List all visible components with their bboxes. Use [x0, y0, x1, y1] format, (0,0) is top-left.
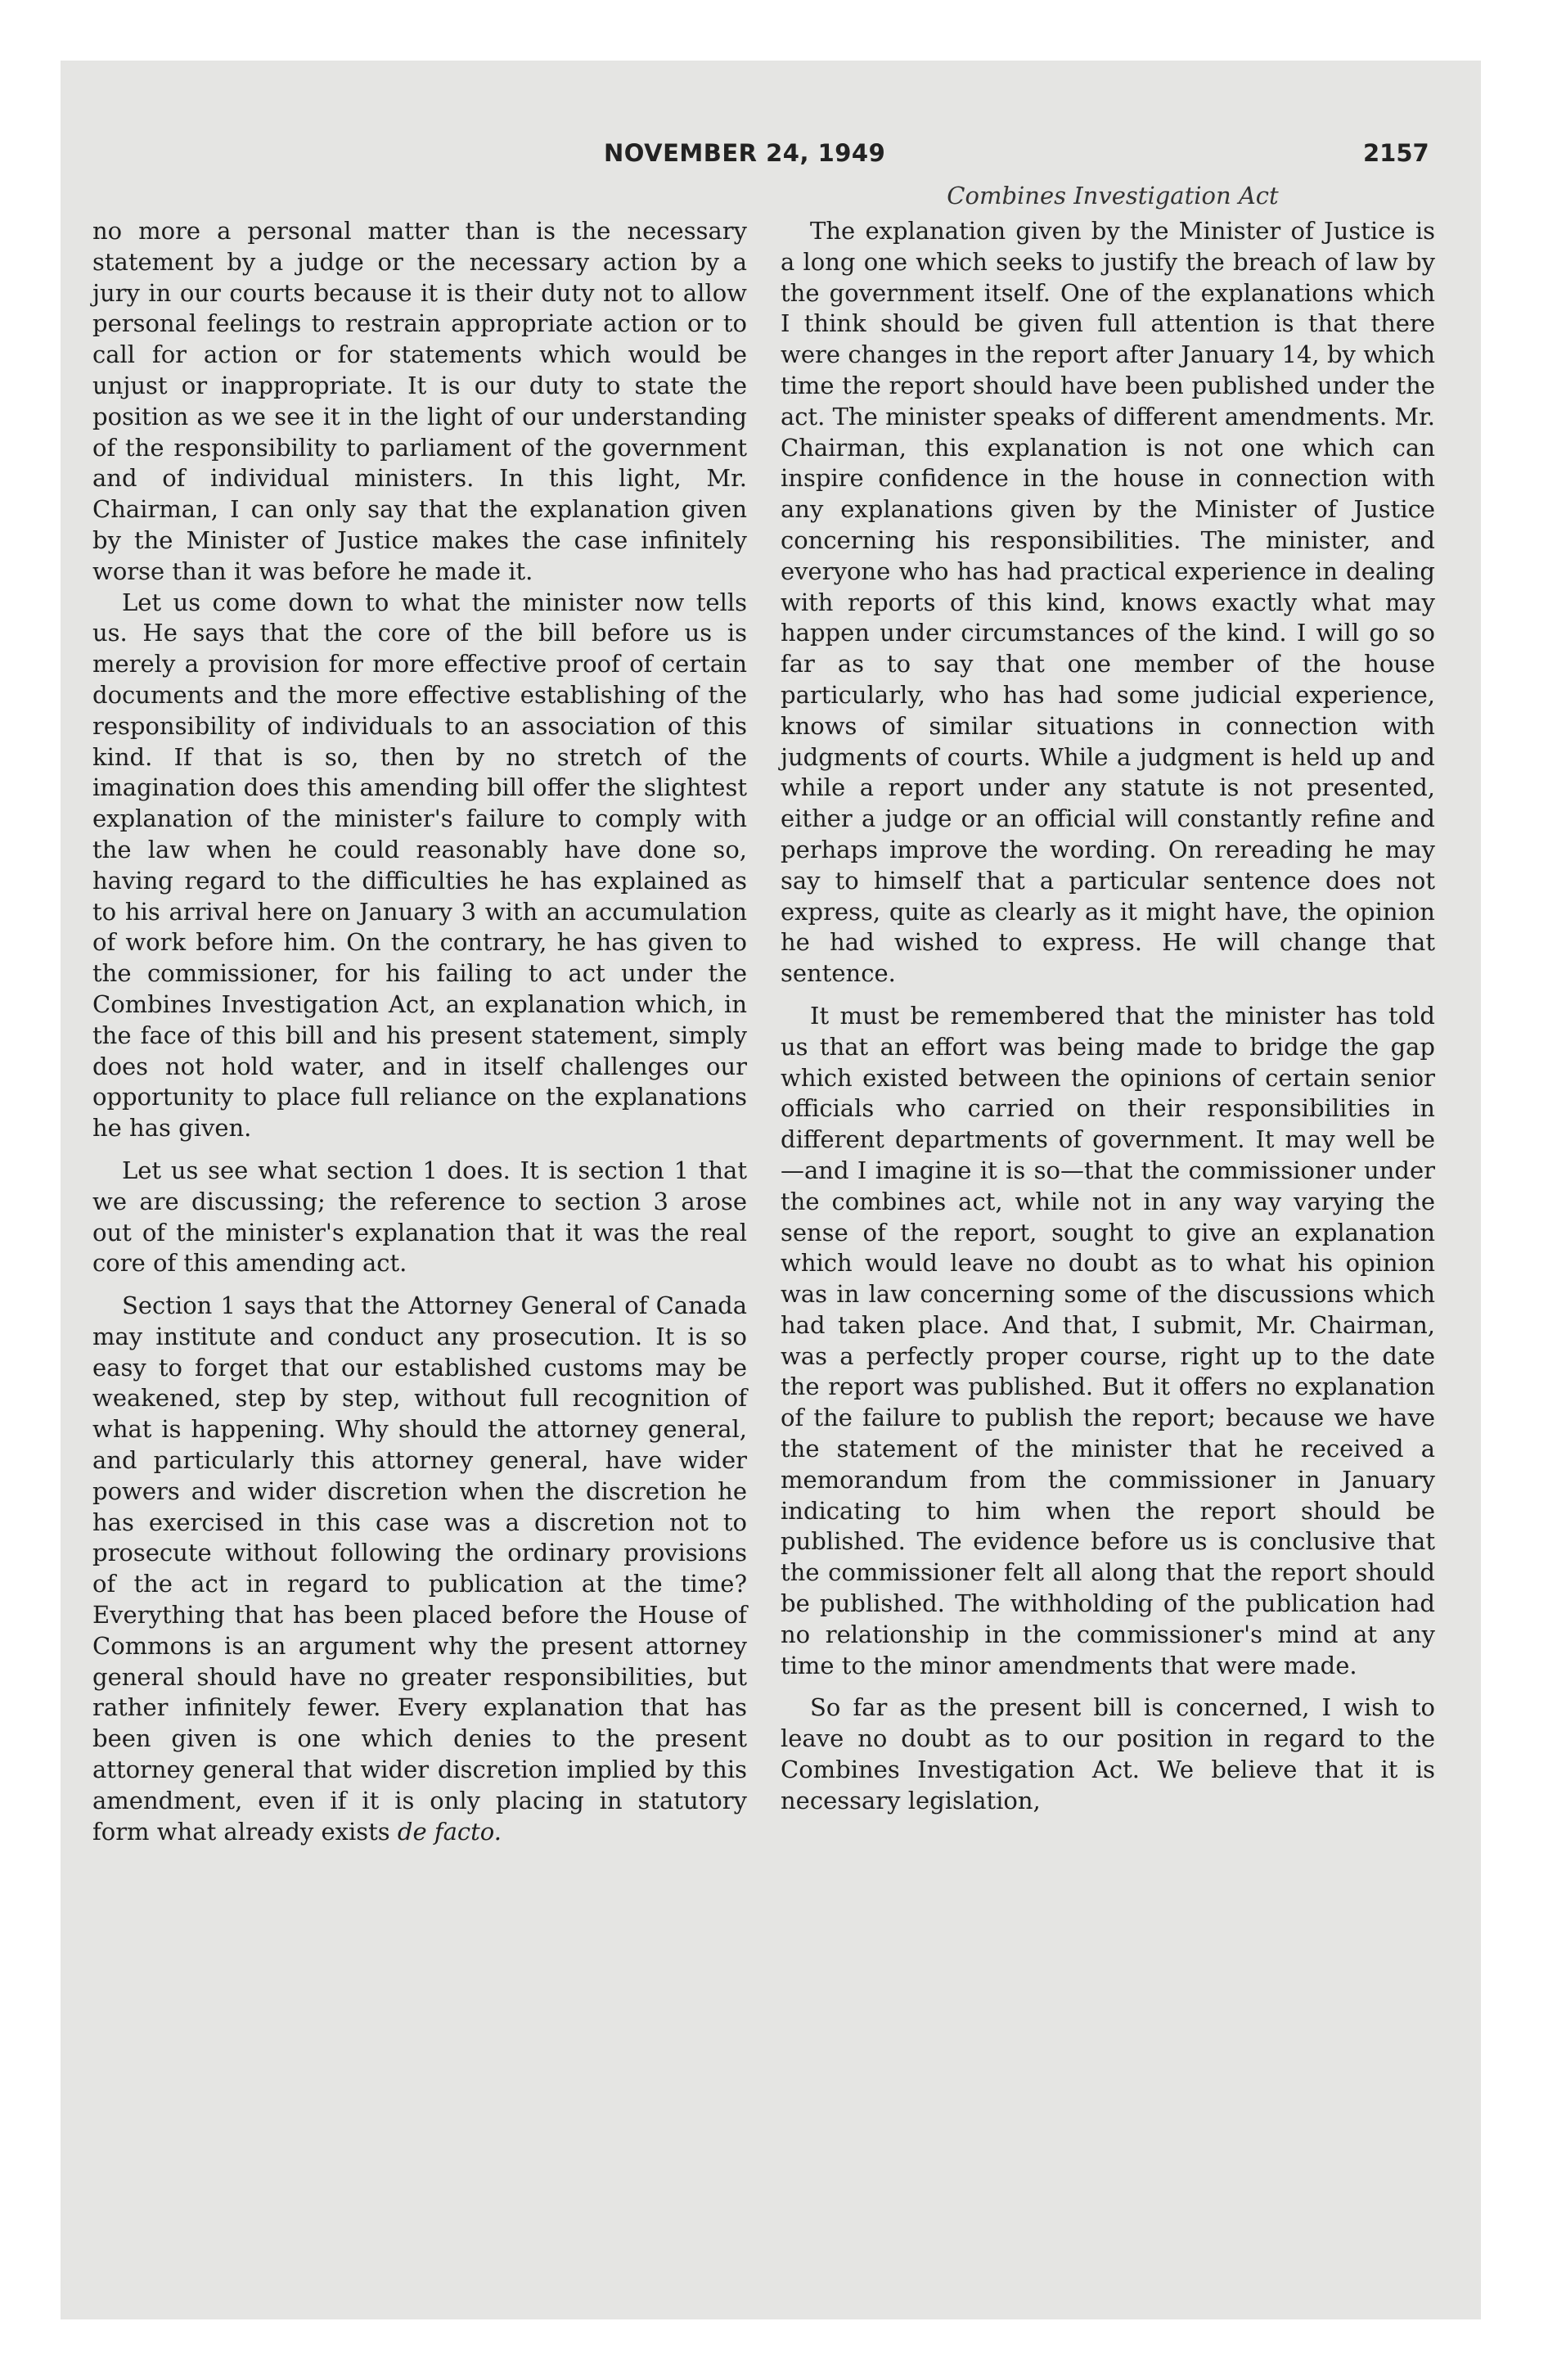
left-paragraph-1: no more a personal matter than is the necessary statement by a judge or the necessary action by a jury in our courts because it is their duty not to allow personal feelings to restrain appropriate action or to call for action or for statements which would be unjust or inappropriate. It is our duty to state the position as we see it in the light of our understanding of the responsibility to parliament of the government and of individual ministers. In this light, Mr. Chairman, I can only say that the explanation given by the Minister of Justice makes the case infinitely worse than it was before he made it.: [92, 217, 747, 585]
de-facto-italic: de facto.: [397, 1817, 502, 1846]
section-title: Combines Investigation Act: [947, 182, 1279, 210]
right-paragraph-3: So far as the present bill is concerned, I wish to leave no doubt as to our position in regard to the Combines Investigation Act. We believe that it is necessary legislation,: [781, 1693, 1435, 1814]
right-column: [781, 216, 1435, 1817]
left-paragraph-4-text: Section 1 says that the Attorney General of Canada may institute and conduct any prosecution. It is so easy to forget that our established customs may be weakened, step by step, without full recognition of what is happening. Why should the attorney general, and particularly this attorney general, have wider powers and wider discretion when the discretion he has exercised in this case was a discretion not to prosecute without following the ordinary provisions of the act in regard to publication at the time? Everything that has been placed before the House of Commons is an argument why the present attorney general should have no greater responsibilities, but rather infinitely fewer. Every explanation that has been given is one which denies to the present attorney general that wider discretion implied by this amendment, even if it is only placing in statutory form what already exists: [92, 1291, 747, 1846]
scanned-page: [61, 61, 1481, 2319]
page-header: [61, 139, 1481, 180]
left-paragraph-3: Let us see what section 1 does. It is section 1 that we are discussing; the reference to section 3 arose out of the minister's explanation that it was the real core of this amending act.: [92, 1156, 747, 1278]
left-paragraph-4: [92, 1291, 747, 1847]
left-paragraph-2: Let us come down to what the minister now tells us. He says that the core of the bill before us is merely a provision for more effective proof of certain documents and the more effective establishing of the responsibility of individuals to an association of this kind. If that is so, then by no stretch of the imagination does this amending bill offer the slightest explanation of the minister's failure to comply with the law when he could reasonably have done so, having regard to the difficulties he has explained as to his arrival here on January 3 with an accumulation of work before him. On the contrary, he has given to the commissioner, for his failing to act under the Combines Investigation Act, an explanation which, in the face of this bill and his present statement, simply does not hold water, and in itself challenges our opportunity to place full reliance on the explanations he has given.: [92, 588, 747, 1143]
right-paragraph-1: The explanation given by the Minister of Justice is a long one which seeks to justify the breach of law by the government itself. One of the explanations which I think should be given full attention is that there were changes in the report after January 14, by which time the report should have been published under the act. The minister speaks of different amendments. Mr. Chairman, this explanation is not one which can inspire confidence in the house in connection with any explanations given by the Minister of Justice concerning his responsibilities. The minister, and everyone who has had practical experience in dealing with reports of this kind, knows exactly what may happen under circumstances of the kind. I will go so far as to say that one member of the house particularly, who has had some judicial experience, knows of similar situations in connection with judgments of courts. While a judgment is held up and while a report under any statute is not presented, either a judge or an official will constantly refine and perhaps improve the wording. On rereading he may say to himself that a particular sentence does not express, quite as clearly as it might have, the opinion he had wished to express. He will change that sentence.: [781, 217, 1435, 988]
page-number: 2157: [1363, 139, 1429, 167]
right-paragraph-2: It must be remembered that the minister has told us that an effort was being made to bridge the gap which existed between the opinions of certain senior officials who carried on their responsibilities in different departments of government. It may well be —and I imagine it is so—that the commissioner under the combines act, while not in any way varying the sense of the report, sought to give an explanation which would leave no doubt as to what his opinion was in law concerning some of the discussions which had taken place. And that, I submit, Mr. Chairman, was a perfectly proper course, right up to the date the report was published. But it offers no explanation of the failure to publish the report; because we have the statement of the minister that he received a memorandum from the commissioner in January indicating to him when the report should be published. The evidence before us is conclusive that the commissioner felt all along that the report should be published. The withholding of the publication had no relationship in the commissioner's mind at any time to the minor amendments that were made.: [781, 1001, 1435, 1679]
left-column: [92, 216, 747, 1847]
header-date: NOVEMBER 24, 1949: [604, 139, 886, 167]
